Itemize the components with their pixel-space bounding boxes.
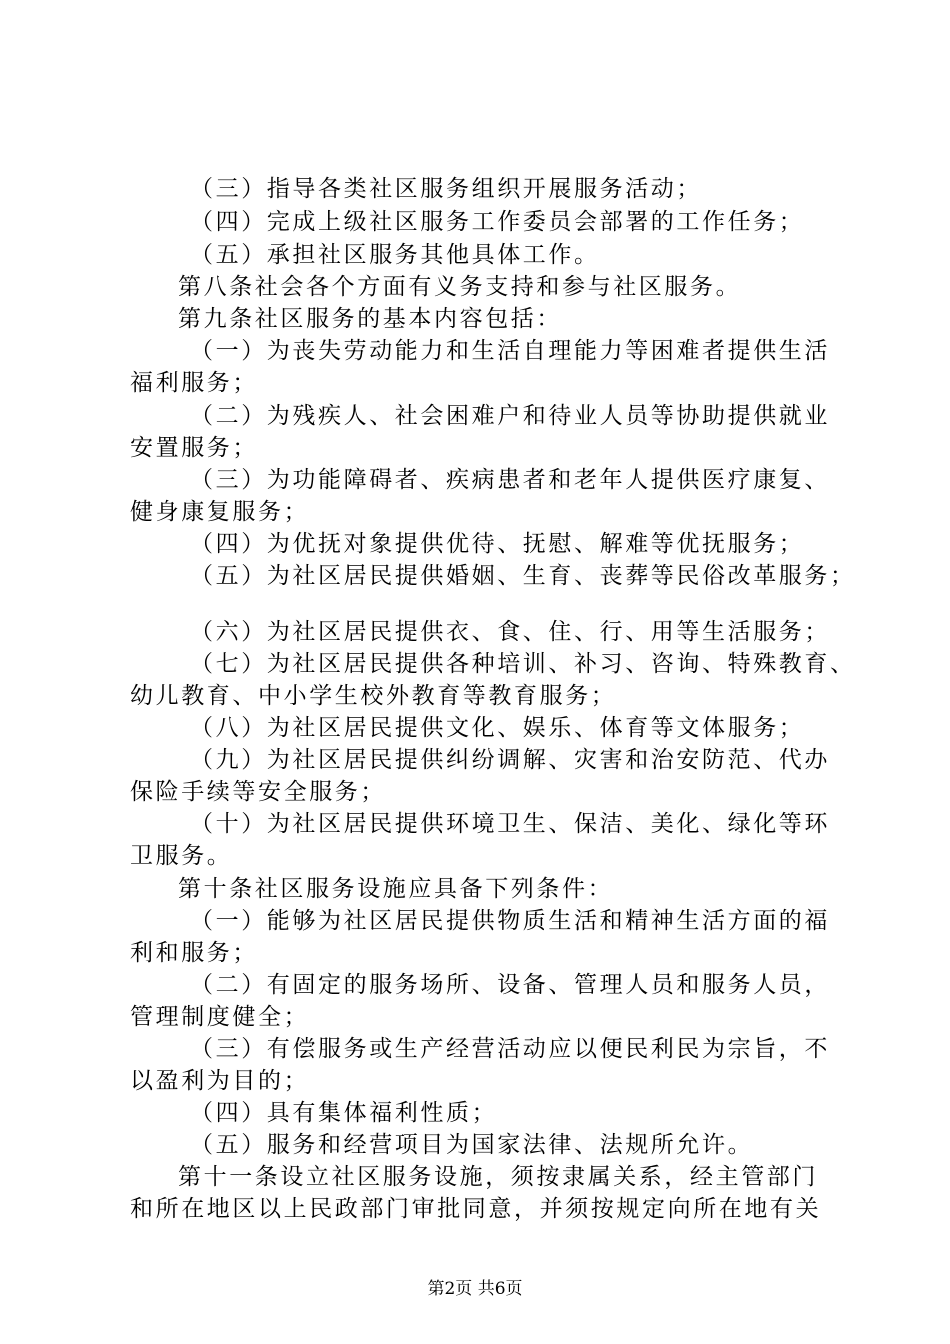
text-line: 保险手续等安全服务； — [130, 779, 386, 805]
text-line: 以盈利为目的； — [130, 1068, 310, 1094]
text-line: 利和服务； — [130, 940, 258, 966]
text-line: （五）服务和经营项目为国家法律、法规所允许。 — [190, 1132, 754, 1158]
text-line: 管理制度健全； — [130, 1004, 310, 1030]
text-line: （六）为社区居民提供衣、食、住、行、用等生活服务； — [190, 619, 830, 645]
text-line: （一）能够为社区居民提供物质生活和精神生活方面的福 — [190, 908, 830, 934]
text-line: （四）为优抚对象提供优待、抚慰、解难等优抚服务； — [190, 531, 805, 557]
text-line: （三）指导各类社区服务组织开展服务活动； — [190, 176, 702, 202]
text-line: （三）有偿服务或生产经营活动应以便民利民为宗旨，不 — [190, 1036, 830, 1062]
page-number-footer: 第2页 共6页 — [427, 1279, 523, 1299]
text-line: （八）为社区居民提供文化、娱乐、体育等文体服务； — [190, 715, 805, 741]
text-line: 福利服务； — [130, 370, 258, 396]
text-line: （十）为社区居民提供环境卫生、保洁、美化、绿化等环 — [190, 811, 830, 837]
article-heading: 第十一条设立社区服务设施，须按隶属关系，经主管部门 — [178, 1164, 818, 1190]
article-heading: 第十条社区服务设施应具备下列条件： — [178, 876, 614, 902]
text-line: 卫服务。 — [130, 843, 233, 869]
text-line: （一）为丧失劳动能力和生活自理能力等困难者提供生活 — [190, 338, 830, 364]
text-line: （二）为残疾人、社会困难户和待业人员等协助提供就业 — [190, 403, 830, 429]
text-line: 健身康复服务； — [130, 499, 310, 525]
text-line: （七）为社区居民提供各种培训、补习、咨询、特殊教育、 — [190, 651, 856, 677]
text-line: 安置服务； — [130, 435, 258, 461]
article-heading: 第九条社区服务的基本内容包括： — [178, 306, 562, 332]
text-line: （四）完成上级社区服务工作委员会部署的工作任务； — [190, 209, 805, 235]
text-line: 和所在地区以上民政部门审批同意，并须按规定向所在地有关 — [130, 1196, 822, 1222]
text-line: （四）具有集体福利性质； — [190, 1100, 498, 1126]
text-line: （五）为社区居民提供婚姻、生育、丧葬等民俗改革服务； — [190, 563, 856, 589]
article-heading: 第八条社会各个方面有义务支持和参与社区服务。 — [178, 274, 742, 300]
text-line: （二）有固定的服务场所、设备、管理人员和服务人员， — [190, 972, 830, 998]
text-line: （五）承担社区服务其他具体工作。 — [190, 242, 600, 268]
text-line: （三）为功能障碍者、疾病患者和老年人提供医疗康复、 — [190, 467, 830, 493]
text-line: 幼儿教育、中小学生校外教育等教育服务； — [130, 683, 617, 709]
text-line: （九）为社区居民提供纠纷调解、灾害和治安防范、代办 — [190, 747, 830, 773]
